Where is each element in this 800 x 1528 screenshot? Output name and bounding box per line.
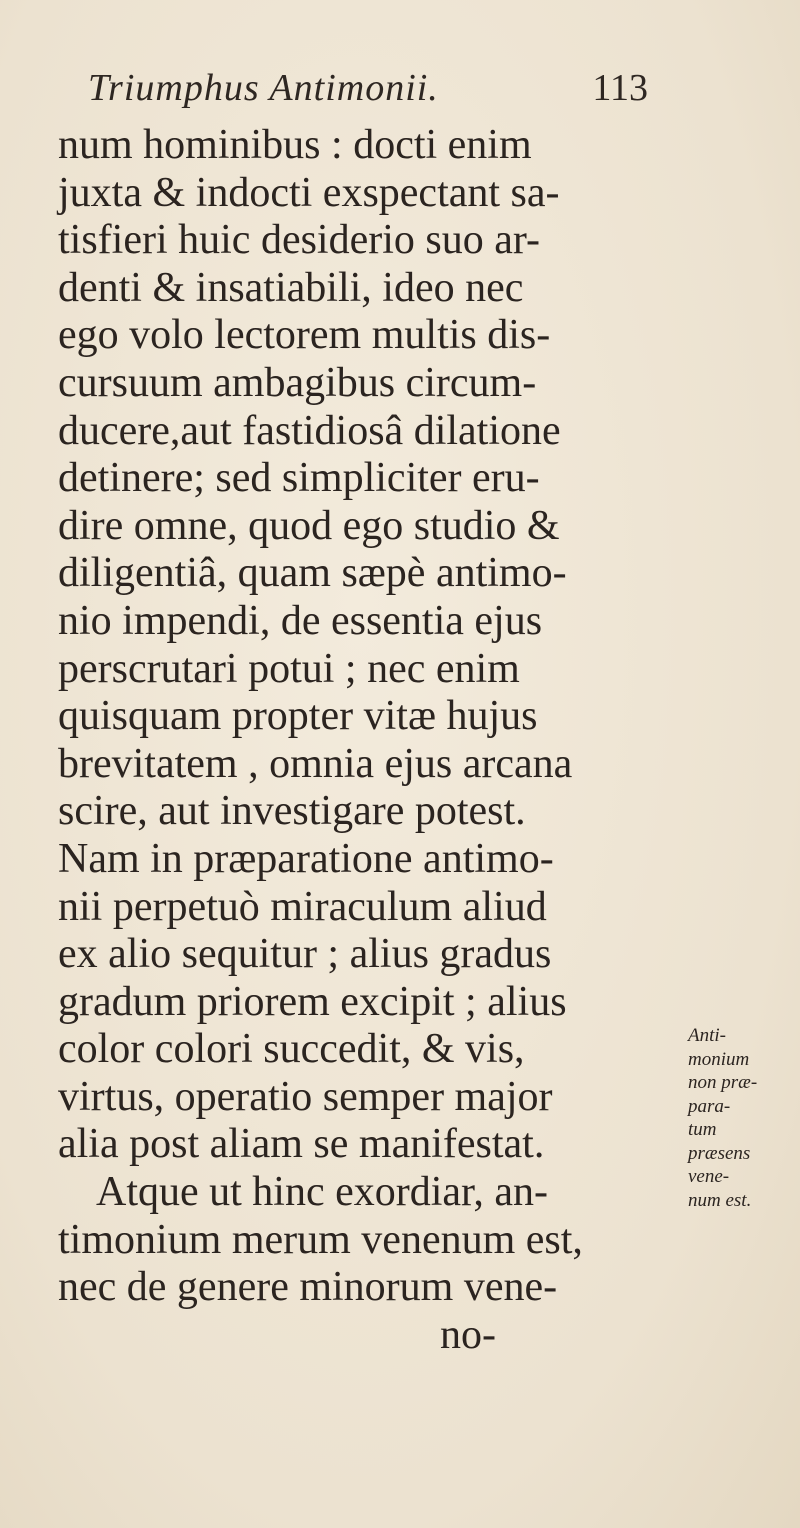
text-line: juxta & indocti exspectant sa- (58, 169, 560, 216)
text-line: nio impendi, de essentia ejus (58, 597, 543, 644)
text-line: quisquam propter vitæ hujus (58, 693, 538, 740)
text-line: tisfieri huic desiderio suo ar- (58, 217, 541, 264)
catchword: no- (440, 1311, 496, 1358)
text-line: dire omne, quod ego studio & (58, 502, 560, 549)
text-line: timonium merum venenum est, (58, 1216, 583, 1263)
text-line: denti & insatiabili, ideo nec (58, 264, 524, 311)
page-number: 113 (592, 67, 648, 109)
margin-note-line: num est. (688, 1189, 752, 1211)
margin-note-line: tum (688, 1119, 717, 1140)
text-line: nii perpetuò miraculum aliud (58, 883, 547, 930)
text-line: perscrutari potui ; nec enim (58, 645, 520, 692)
text-line: diligentiâ, quam sæpè antimo- (58, 550, 567, 597)
text-line: ex alio sequitur ; alius gradus (58, 931, 552, 978)
text-line: ego volo lectorem multis dis- (58, 312, 551, 359)
text-line: virtus, operatio semper major (58, 1073, 553, 1120)
text-line: ducere,aut fastidiosâ dilatione (58, 407, 561, 454)
margin-note-line: vene- (688, 1166, 730, 1187)
text-line: nec de genere minorum vene- (58, 1264, 558, 1311)
margin-note-line: monium (688, 1048, 750, 1070)
text-line: cursuum ambagibus circum- (58, 359, 537, 406)
page-header (88, 66, 648, 114)
paragraph-start-line: Atque ut hinc exordiar, an- (96, 1169, 548, 1216)
text-line: color colori succedit, & vis, (58, 1026, 525, 1073)
text-line: detinere; sed simpliciter eru- (58, 455, 540, 502)
running-head: Triumphus Antimonii. (88, 67, 439, 109)
margin-note-line: præsens (688, 1142, 751, 1164)
text-line: alia post aliam se manifestat. (58, 1121, 545, 1168)
text-line: gradum priorem excipit ; alius (58, 978, 567, 1025)
text-line: brevitatem , omnia ejus arcana (58, 740, 573, 787)
margin-note (688, 1024, 798, 1212)
body-text (58, 122, 678, 1359)
margin-note-line: Anti- (688, 1025, 726, 1046)
text-line: Nam in præparatione antimo- (58, 835, 554, 882)
text-line: num hominibus : docti enim (58, 122, 532, 168)
margin-note-line: para- (688, 1095, 731, 1117)
text-line: scire, aut investigare potest. (58, 788, 526, 835)
margin-note-line: non præ- (688, 1072, 758, 1093)
